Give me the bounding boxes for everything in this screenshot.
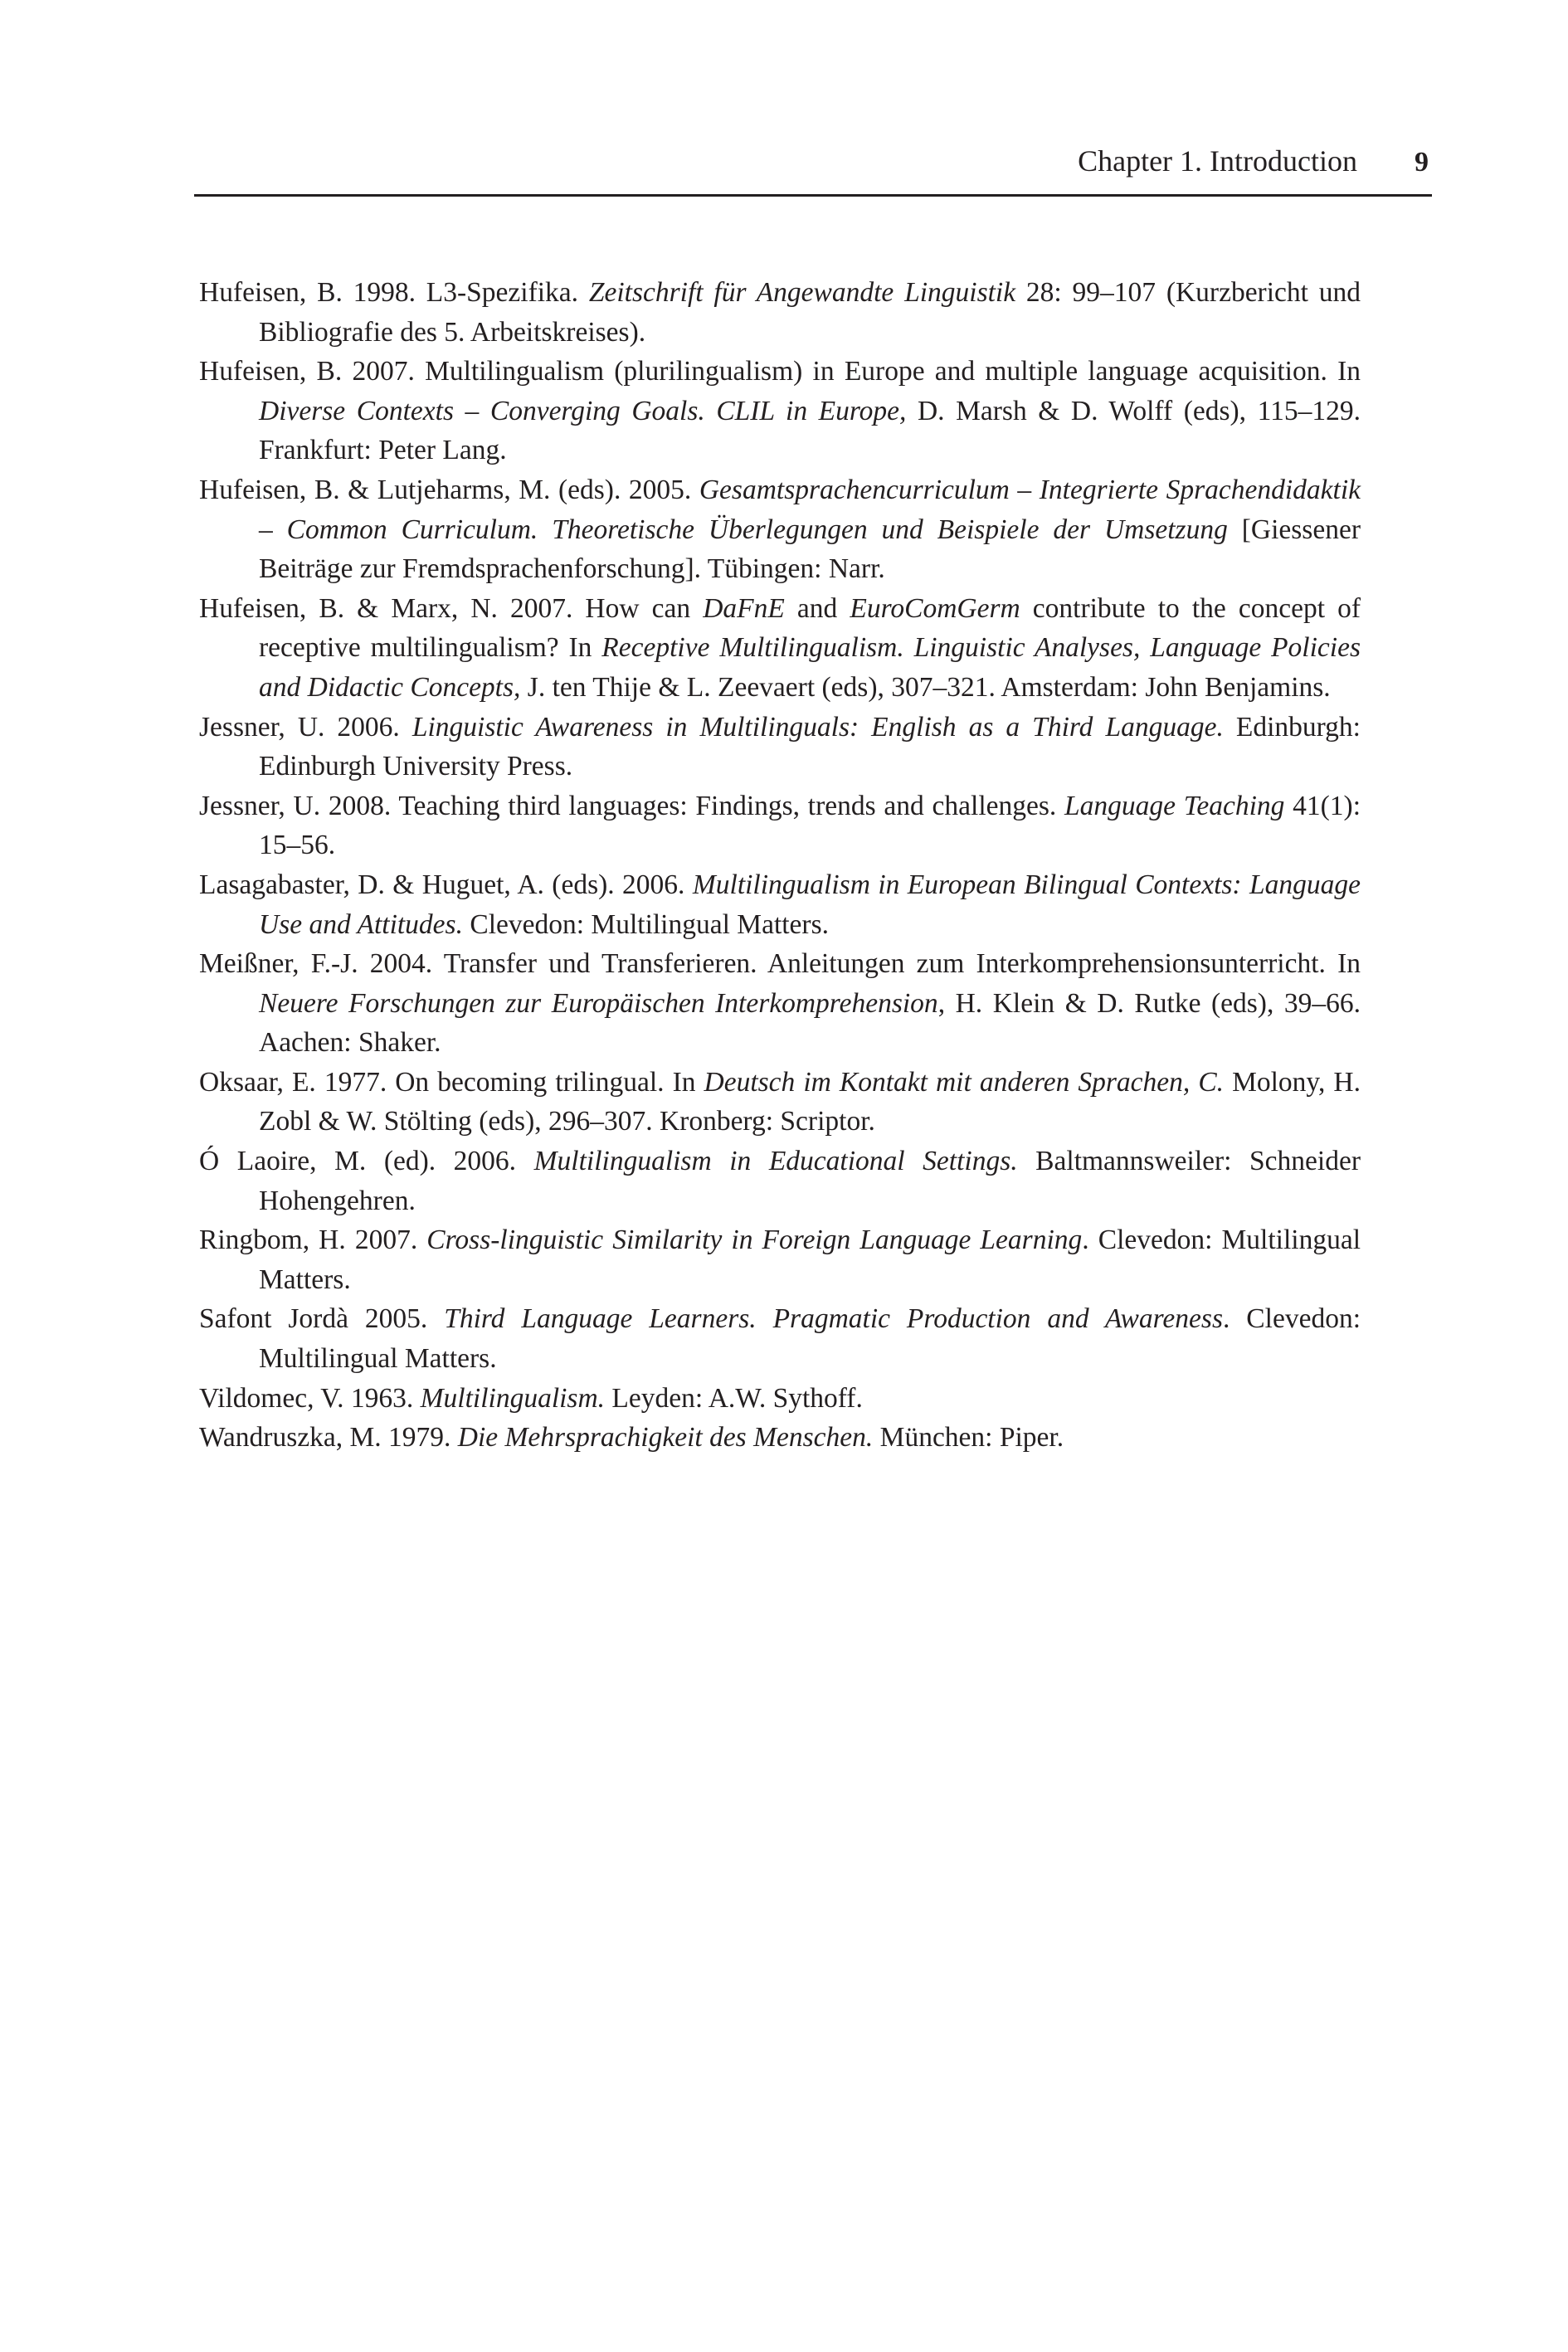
- reference-entry: [199, 1220, 1361, 1299]
- reference-text-segment: Jessner, U. 2008. Teaching third languages: Findings, trends and challenges.: [199, 790, 1065, 821]
- reference-text-segment: contribute to the concept of receptive multilingualism? In: [259, 592, 1361, 664]
- reference-italic-segment: EuroComGerm: [850, 592, 1020, 624]
- running-head: [194, 139, 1432, 197]
- reference-text-segment: Safont Jordà 2005.: [199, 1303, 445, 1335]
- reference-entry: [199, 1418, 1361, 1458]
- reference-entry: [199, 865, 1361, 944]
- reference-entry: [199, 589, 1361, 708]
- reference-italic-segment: Linguistic Awareness in Multilinguals: English as a Third Language.: [411, 711, 1224, 743]
- reference-italic-segment: Zeitschrift für Angewandte Linguistik: [588, 277, 1016, 308]
- reference-text-segment: Edinburgh: Edinburgh University Press.: [259, 711, 1361, 782]
- reference-list: [199, 273, 1361, 1458]
- reference-italic-segment: Multilingualism in Educational Settings.: [533, 1146, 1018, 1177]
- reference-entry: [199, 470, 1361, 589]
- reference-italic-segment: Diverse Contexts – Converging Goals. CLIL in Europe,: [259, 395, 907, 426]
- page-number: 9: [1415, 147, 1429, 178]
- reference-entry: [199, 1379, 1361, 1419]
- reference-text-segment: Clevedon: Multilingual Matters.: [462, 908, 829, 940]
- reference-entry: [199, 352, 1361, 470]
- reference-text-segment: München: Piper.: [873, 1422, 1064, 1454]
- reference-text-segment: Hufeisen, B. & Lutjeharms, M. (eds). 2005.: [199, 474, 699, 505]
- reference-italic-segment: Cross-linguistic Similarity in Foreign Language Learning: [426, 1225, 1083, 1256]
- reference-text-segment: Jessner, U. 2006.: [199, 711, 412, 743]
- reference-entry: [199, 273, 1361, 352]
- reference-entry: [199, 944, 1361, 1063]
- reference-text-segment: Baltmannsweiler: Schneider Hohengehren.: [259, 1146, 1361, 1216]
- reference-text-segment: Hufeisen, B. 1998. L3-Spezifika.: [199, 277, 589, 308]
- reference-text-segment: Oksaar, E. 1977. On becoming trilingual. In: [199, 1066, 704, 1098]
- reference-text-segment: Vildomec, V. 1963.: [199, 1382, 421, 1414]
- reference-text-segment: . Clevedon: Multilingual Matters.: [259, 1303, 1361, 1375]
- reference-text-segment: , H. Klein & D. Rutke (eds), 39–66. Aachen: Shaker.: [259, 987, 1361, 1059]
- reference-entry: [199, 1063, 1361, 1142]
- reference-text-segment: Lasagabaster, D. & Huguet, A. (eds). 2006.: [199, 869, 693, 900]
- reference-italic-segment: Receptive Multilingualism. Linguistic Analyses, Language Policies and Didactic Concepts,: [259, 632, 1361, 703]
- reference-entry: [199, 1142, 1361, 1220]
- reference-text-segment: Hufeisen, B. 2007. Multilingualism (plurilingualism) in Europe and multiple language acquisition. In: [199, 356, 1361, 387]
- reference-italic-segment: Multilingualism.: [420, 1382, 606, 1414]
- reference-entry: [199, 786, 1361, 865]
- reference-entry: [199, 1299, 1361, 1378]
- reference-text-segment: Ringbom, H. 2007.: [199, 1225, 427, 1256]
- reference-italic-segment: Deutsch im Kontakt mit anderen Sprachen, C.: [704, 1066, 1225, 1098]
- reference-text-segment: Meißner, F.-J. 2004. Transfer und Transferieren. Anleitungen zum Interkomprehensionsunterricht. In: [199, 948, 1361, 980]
- reference-italic-segment: Language Teaching: [1064, 790, 1285, 821]
- reference-text-segment: [Giessener Beiträge zur Fremdsprachenforschung]. Tübingen: Narr.: [259, 514, 1361, 585]
- chapter-title: Chapter 1. Introduction: [1078, 144, 1357, 178]
- reference-italic-segment: Neuere Forschungen zur Europäischen Interkomprehension: [259, 987, 938, 1019]
- reference-text-segment: 28: 99–107 (Kurzbericht und Bibliografie des 5. Arbeitskreises).: [259, 277, 1361, 348]
- reference-italic-segment: DaFnE: [703, 592, 785, 624]
- reference-text-segment: Wandruszka, M. 1979.: [199, 1422, 458, 1454]
- reference-text-segment: and: [784, 592, 850, 624]
- reference-italic-segment: Third Language Learners. Pragmatic Production and Awareness: [444, 1303, 1223, 1335]
- reference-text-segment: 41(1): 15–56.: [259, 790, 1361, 861]
- reference-italic-segment: Multilingualism in European Bilingual Contexts: Language Use and Attitudes.: [259, 869, 1361, 940]
- reference-text-segment: Hufeisen, B. & Marx, N. 2007. How can: [199, 592, 704, 624]
- reference-text-segment: Molony, H. Zobl & W. Stölting (eds), 296–307. Kronberg: Scriptor.: [259, 1066, 1361, 1137]
- reference-text-segment: . Clevedon: Multilingual Matters.: [259, 1225, 1361, 1295]
- reference-text-segment: J. ten Thije & L. Zeevaert (eds), 307–321. Amsterdam: John Benjamins.: [520, 671, 1331, 703]
- reference-entry: [199, 708, 1361, 786]
- reference-text-segment: Ó Laoire, M. (ed). 2006.: [199, 1146, 534, 1177]
- reference-text-segment: Leyden: A.W. Sythoff.: [605, 1382, 863, 1414]
- reference-italic-segment: Gesamtsprachencurriculum – Integrierte Sprachendidaktik – Common Curriculum. Theoretische Überlegungen und Beispiele der Umsetzung: [259, 474, 1361, 545]
- reference-text-segment: D. Marsh & D. Wolff (eds), 115–129. Frankfurt: Peter Lang.: [259, 395, 1361, 466]
- reference-italic-segment: Die Mehrsprachigkeit des Menschen.: [457, 1422, 874, 1454]
